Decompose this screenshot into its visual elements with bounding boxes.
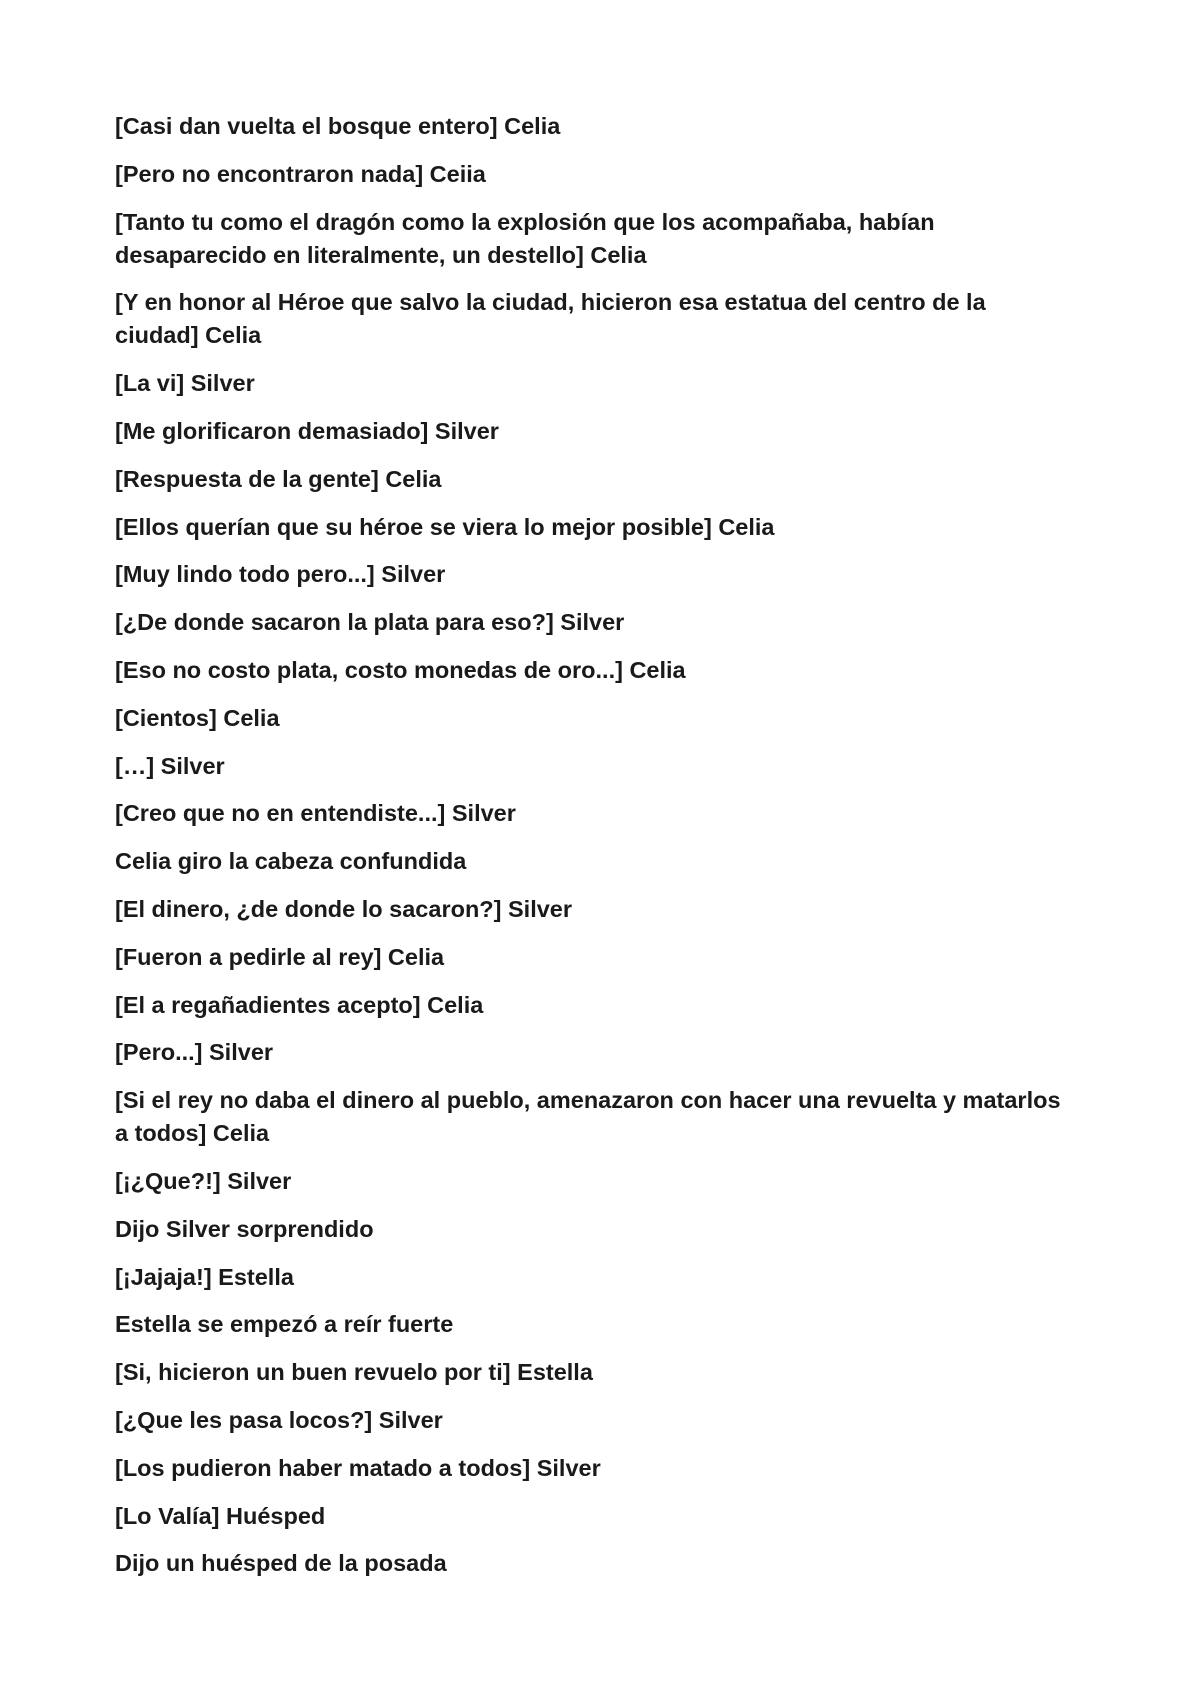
text-line: [Pero...] Silver	[115, 1039, 274, 1066]
text-line: Dijo un huésped de la posada	[115, 1550, 447, 1577]
document-body	[115, 110, 1075, 1595]
text-line: [Fueron a pedirle al rey] Celia	[115, 943, 445, 970]
text-line: [¿Que les pasa locos?] Silver	[115, 1406, 443, 1433]
text-line: Estella se empezó a reír fuerte	[115, 1311, 454, 1338]
text-line: [Cientos] Celia	[115, 704, 280, 731]
text-line: […] Silver	[115, 752, 225, 779]
text-line: [Casi dan vuelta el bosque entero] Celia	[115, 113, 561, 139]
text-line: [Y en honor al Héroe que salvo la ciudad, hicieron esa estatua del centro de la ciudad] Celia	[115, 289, 986, 349]
text-line: [Si el rey no daba el dinero al pueblo, amenazaron con hacer una revuelta y matarlos a todos] Celia	[115, 1087, 1061, 1147]
text-line: [Eso no costo plata, costo monedas de oro...] Celia	[115, 656, 686, 683]
text-line: [¡Jajaja!] Estella	[115, 1263, 294, 1290]
text-line: [Tanto tu como el dragón como la explosión que los acompañaba, habían desaparecido en literalmente, un destello] Celia	[115, 208, 935, 268]
text-line: Celia giro la cabeza confundida	[115, 848, 467, 875]
text-line: [Creo que no en entendiste...] Silver	[115, 800, 516, 827]
text-line: [Ellos querían que su héroe se viera lo mejor posible] Celia	[115, 513, 775, 540]
text-line: [La vi] Silver	[115, 370, 255, 397]
text-line: [El a regañadientes acepto] Celia	[115, 991, 484, 1018]
text-line: [El dinero, ¿de donde lo sacaron?] Silver	[115, 895, 573, 922]
text-line: [¡¿Que?!] Silver	[115, 1167, 292, 1194]
text-line: [Los pudieron haber matado a todos] Silver	[115, 1454, 601, 1481]
text-line: [Respuesta de la gente] Celia	[115, 465, 442, 492]
text-line: [¿De donde sacaron la plata para eso?] Silver	[115, 609, 625, 636]
text-line: Dijo Silver sorprendido	[115, 1215, 374, 1242]
text-line: [Muy lindo todo pero...] Silver	[115, 561, 446, 588]
text-line: [Lo Valía] Huésped	[115, 1502, 326, 1529]
text-line: [Pero no encontraron nada] Ceiia	[115, 160, 486, 187]
text-line: [Si, hicieron un buen revuelo por ti] Estella	[115, 1359, 593, 1386]
text-line: [Me glorificaron demasiado] Silver	[115, 417, 499, 444]
